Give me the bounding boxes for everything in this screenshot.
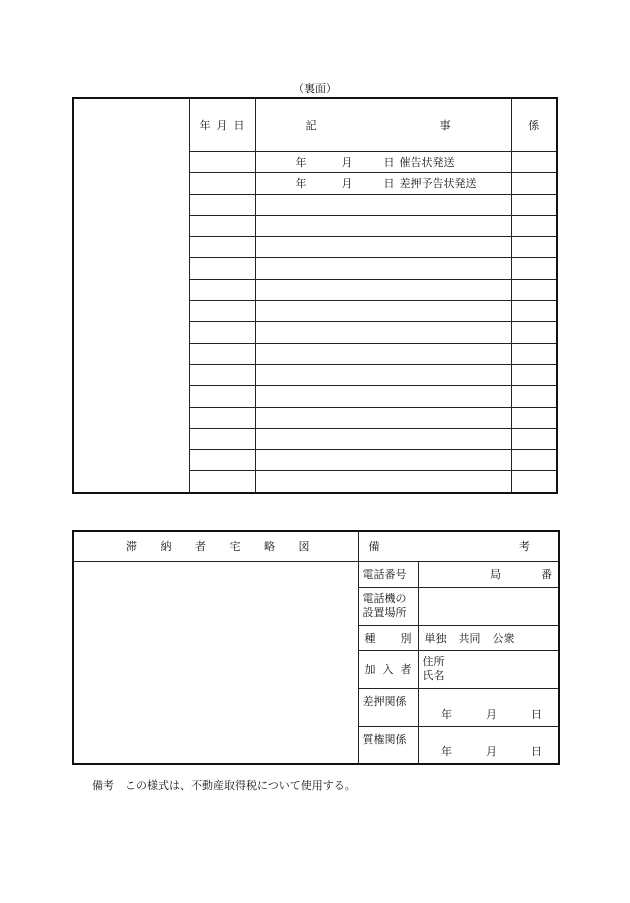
header-month: 月 <box>216 119 228 132</box>
row-month: 月 <box>341 177 353 191</box>
kind-option-tandoku[interactable]: 単独 <box>424 631 447 645</box>
row-date-cell[interactable] <box>189 386 255 407</box>
row-date-cell[interactable] <box>189 237 255 258</box>
row-kiji-cell[interactable] <box>255 237 511 258</box>
row-date-cell[interactable] <box>189 407 255 428</box>
row-kiji-cell[interactable] <box>255 407 511 428</box>
row-month: 月 <box>341 156 353 170</box>
row-kakari-cell[interactable] <box>511 279 557 300</box>
row-kiji-cell[interactable] <box>255 173 511 194</box>
row-date-cell[interactable] <box>189 471 255 493</box>
row-kiji-cell[interactable] <box>255 301 511 322</box>
row-kiji-cell[interactable] <box>255 450 511 471</box>
ledger-header-row <box>73 98 557 152</box>
row-day: 日 <box>383 156 395 170</box>
row-date-cell[interactable] <box>189 343 255 364</box>
row-kakari-cell[interactable] <box>511 152 557 173</box>
header-day: 日 <box>233 119 245 132</box>
map-header-char: 納 <box>160 540 172 554</box>
row-date-cell[interactable] <box>189 450 255 471</box>
row-kiji-cell[interactable] <box>255 279 511 300</box>
row-kakari-cell[interactable] <box>511 237 557 258</box>
row-kakari-cell[interactable] <box>511 450 557 471</box>
map-area[interactable] <box>73 561 358 764</box>
row-kiji-cell[interactable] <box>255 152 511 173</box>
row-kakari-cell[interactable] <box>511 258 557 279</box>
phone-ban: 番 <box>541 568 552 581</box>
bikou-header-char: 備 <box>368 540 380 554</box>
row-day: 日 <box>383 177 395 191</box>
subscriber-address-label: 住所 <box>422 655 445 668</box>
phone-row <box>73 561 559 587</box>
row-kiji-cell[interactable] <box>255 343 511 364</box>
location-value[interactable] <box>418 587 559 625</box>
row-kiji-cell[interactable] <box>255 471 511 493</box>
row-date-cell[interactable] <box>189 322 255 343</box>
subscriber-value[interactable] <box>418 650 559 688</box>
location-label <box>358 587 418 625</box>
kind-label <box>358 625 418 650</box>
map-header-char: 宅 <box>229 540 241 554</box>
kind-label-char: 種 <box>364 631 376 645</box>
phone-kyoku: 局 <box>490 568 501 581</box>
row-date-cell[interactable] <box>189 428 255 449</box>
header-ji: 事 <box>439 119 451 132</box>
row-date-cell[interactable] <box>189 279 255 300</box>
row-kiji-cell[interactable] <box>255 215 511 236</box>
map-header <box>73 531 358 561</box>
header-kiji <box>255 98 511 152</box>
subscriber-label <box>358 650 418 688</box>
row-date-cell[interactable] <box>189 173 255 194</box>
seizure-month: 月 <box>486 707 497 721</box>
pledge-year: 年 <box>441 745 452 758</box>
phone-label: 電話番号 <box>358 561 418 587</box>
row-kakari-cell[interactable] <box>511 428 557 449</box>
row-kakari-cell[interactable] <box>511 343 557 364</box>
row-kakari-cell[interactable] <box>511 386 557 407</box>
row-kiji-cell[interactable] <box>255 322 511 343</box>
row-kiji-cell[interactable] <box>255 258 511 279</box>
lower-table <box>72 530 560 765</box>
ledger-table <box>72 97 558 494</box>
seizure-day: 日 <box>531 707 542 721</box>
map-header-char: 者 <box>195 540 206 554</box>
header-ki: 記 <box>305 119 317 132</box>
row-kakari-cell[interactable] <box>511 407 557 428</box>
row-year: 年 <box>295 156 307 170</box>
row-kakari-cell[interactable] <box>511 215 557 236</box>
kind-option-kyodo[interactable]: 共同 <box>458 631 481 645</box>
subscriber-label-char: 者 <box>400 663 412 676</box>
row-date-cell[interactable] <box>189 301 255 322</box>
row-kiji-cell[interactable] <box>255 386 511 407</box>
row-kakari-cell[interactable] <box>511 471 557 493</box>
ledger-blank-column <box>73 98 189 493</box>
row-kakari-cell[interactable] <box>511 301 557 322</box>
row-date-cell[interactable] <box>189 364 255 385</box>
seizure-date[interactable] <box>418 688 559 726</box>
kind-options[interactable] <box>418 625 559 650</box>
subscriber-name-label: 氏名 <box>422 669 445 682</box>
location-label-line: 設置場所 <box>362 606 407 619</box>
row-text: 催告状発送 <box>399 156 455 170</box>
seizure-year: 年 <box>441 707 452 721</box>
row-text: 差押予告状発送 <box>399 177 477 191</box>
row-date-cell[interactable] <box>189 194 255 215</box>
row-date-cell[interactable] <box>189 215 255 236</box>
row-date-cell[interactable] <box>189 258 255 279</box>
bikou-header <box>358 531 559 561</box>
bikou-header-char: 考 <box>519 540 530 554</box>
kind-option-koshu[interactable]: 公衆 <box>492 631 515 645</box>
pledge-date[interactable] <box>418 726 559 764</box>
pledge-label: 質権関係 <box>358 726 418 764</box>
map-header-char: 図 <box>298 540 310 554</box>
map-header-char: 略 <box>264 540 275 554</box>
row-kakari-cell[interactable] <box>511 322 557 343</box>
header-kakari: 係 <box>511 98 557 152</box>
row-kiji-cell[interactable] <box>255 428 511 449</box>
page-heading: （裏面） <box>293 82 337 95</box>
subscriber-label-char: 入 <box>382 663 394 676</box>
subscriber-label-char: 加 <box>364 663 376 676</box>
row-kiji-cell[interactable] <box>255 194 511 215</box>
pledge-month: 月 <box>486 745 497 758</box>
header-date <box>189 98 255 152</box>
footer-note: 備考 この様式は、不動産取得税について使用する。 <box>92 779 356 792</box>
row-kakari-cell[interactable] <box>511 364 557 385</box>
header-year: 年 <box>199 119 211 132</box>
map-header-char: 滞 <box>126 540 137 554</box>
kind-label-char: 別 <box>400 631 412 645</box>
pledge-day: 日 <box>531 745 542 758</box>
row-year: 年 <box>295 177 307 191</box>
seizure-label: 差押関係 <box>358 688 418 726</box>
lower-header-row <box>73 531 559 561</box>
phone-value[interactable] <box>418 561 559 587</box>
location-label-line: 電話機の <box>362 592 407 605</box>
row-kakari-cell[interactable] <box>511 194 557 215</box>
row-kiji-cell[interactable] <box>255 364 511 385</box>
row-kakari-cell[interactable] <box>511 173 557 194</box>
row-date-cell[interactable] <box>189 152 255 173</box>
